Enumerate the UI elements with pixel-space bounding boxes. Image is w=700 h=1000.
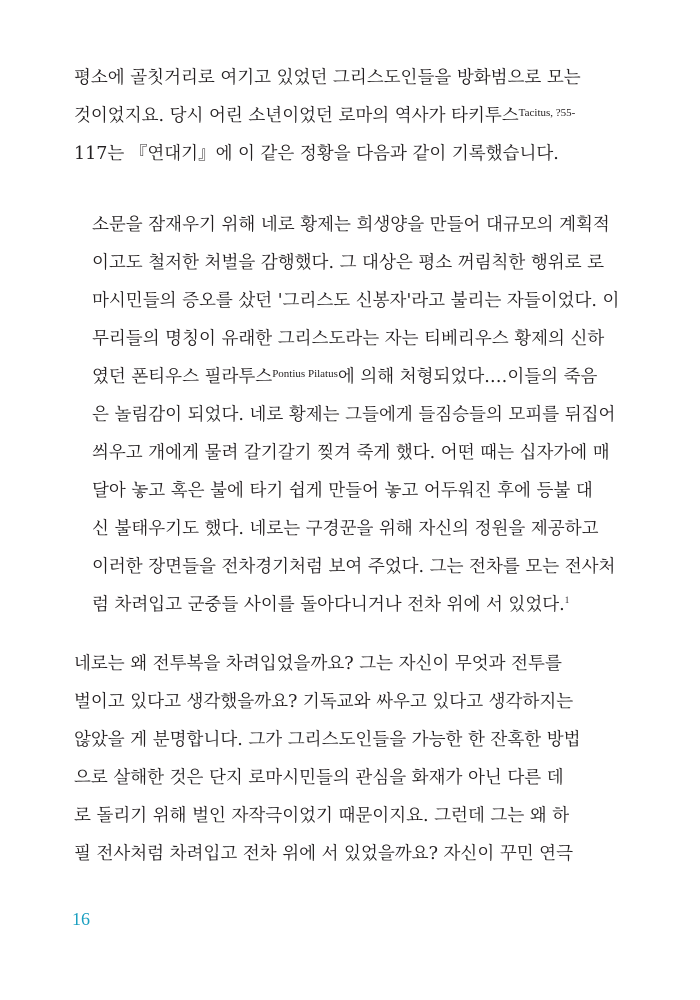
quote-line-3: 마시민들의 증오를 샀던 '그리스도 신봉자'라고 불리는 자들이었다. 이 xyxy=(92,291,620,311)
paragraph-2-line-3: 않았을 게 분명합니다. 그가 그리스도인들을 가능한 한 잔혹한 방법 xyxy=(74,730,581,750)
quote-line-1: 소문을 잠재우기 위해 네로 황제는 희생양을 만들어 대규모의 계획적 xyxy=(92,215,610,235)
paragraph-2-line-2: 벌이고 있다고 생각했을까요? 기독교와 싸우고 있다고 생각하지는 xyxy=(74,692,574,712)
quote-line-11 xyxy=(92,593,570,619)
paragraph-2-line-6: 필 전사처럼 차려입고 전차 위에 서 있었을까요? 자신이 꾸민 연극 xyxy=(74,844,573,864)
quote-line-4: 무리들의 명칭이 유래한 그리스도라는 자는 티베리우스 황제의 신하 xyxy=(92,329,605,349)
pilatus-annotation: Pontius Pilatus xyxy=(272,368,338,380)
tacitus-annotation: Tacitus, ?55- xyxy=(518,107,576,119)
quote-line-5-a: 였던 폰티우스 필라투스 xyxy=(92,367,273,387)
quote-line-5-b: 에 의해 처형되었다.…이들의 죽음 xyxy=(337,367,598,387)
footnote-marker: 1 xyxy=(564,595,570,605)
quote-line-8: 달아 놓고 혹은 불에 타기 쉽게 만들어 놓고 어두워진 후에 등불 대 xyxy=(92,481,593,501)
paragraph-1-line-1: 평소에 골칫거리로 여기고 있었던 그리스도인들을 방화범으로 모는 xyxy=(74,68,581,88)
quote-line-9: 신 불태우기도 했다. 네로는 구경꾼을 위해 자신의 정원을 제공하고 xyxy=(92,519,599,539)
paragraph-2-line-5: 로 돌리기 위해 벌인 자작극이었기 때문이지요. 그런데 그는 왜 하 xyxy=(74,806,570,826)
quote-line-10: 이러한 장면들을 전차경기처럼 보여 주었다. 그는 전차를 모는 전사처 xyxy=(92,557,616,577)
quote-line-6: 은 놀림감이 되었다. 네로 황제는 그들에게 들짐승들의 모피를 뒤집어 xyxy=(92,405,616,425)
paragraph-1-line-2-text: 것이었지요. 당시 어린 소년이었던 로마의 역사가 타키투스 xyxy=(74,106,519,126)
page-number: 16 xyxy=(72,909,90,929)
quote-line-2: 이고도 철저한 처벌을 감행했다. 그 대상은 평소 꺼림칙한 행위로 로 xyxy=(92,253,605,273)
paragraph-1-line-2 xyxy=(74,104,576,130)
paragraph-2-line-4: 으로 살해한 것은 단지 로마시민들의 관심을 화재가 아닌 다른 데 xyxy=(74,768,564,788)
quote-line-11-text: 럼 차려입고 군중들 사이를 돌아다니거나 전차 위에 서 있었다. xyxy=(92,595,565,615)
quote-line-5 xyxy=(92,365,598,391)
quote-line-7: 씌우고 개에게 물려 갈기갈기 찢겨 죽게 했다. 어떤 때는 십자가에 매 xyxy=(92,443,610,463)
paragraph-1-line-3: 117는 『연대기』에 이 같은 정황을 다음과 같이 기록했습니다. xyxy=(74,144,559,164)
paragraph-2-line-1: 네로는 왜 전투복을 차려입었을까요? 그는 자신이 무엇과 전투를 xyxy=(74,654,562,674)
